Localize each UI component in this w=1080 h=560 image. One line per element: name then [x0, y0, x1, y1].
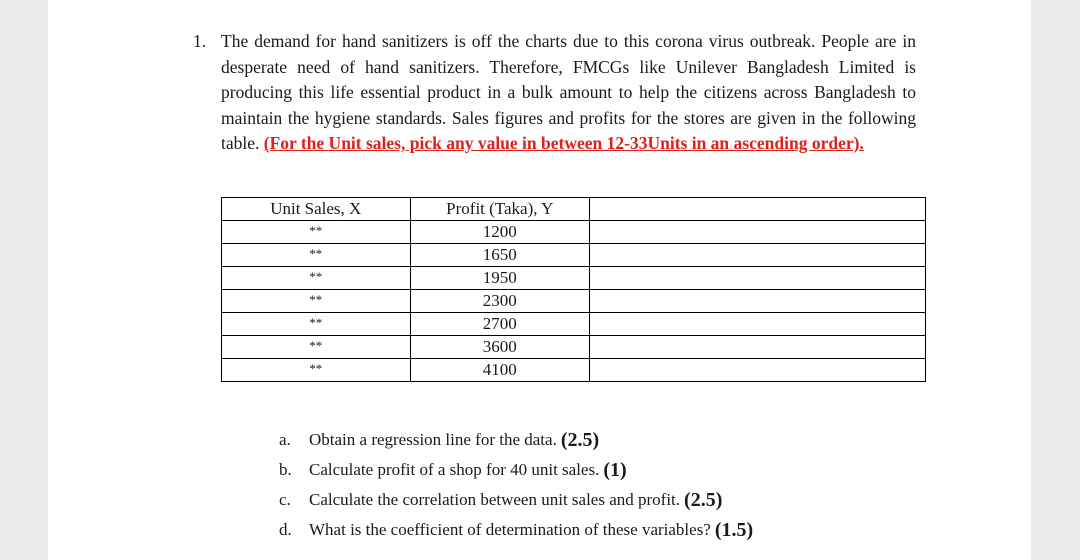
subquestion-d: [279, 515, 753, 545]
table-row: [222, 221, 926, 244]
cell-profit: 2700: [410, 313, 590, 336]
table-row: [222, 290, 926, 313]
cell-profit: 2300: [410, 290, 590, 313]
cell-unit-sales: **: [222, 290, 411, 313]
subquestion-marks: (2.5): [684, 488, 723, 511]
subquestion-b: [279, 455, 753, 485]
subquestion-letter: c.: [279, 490, 291, 509]
cell-blank: [590, 221, 926, 244]
cell-unit-sales: **: [222, 244, 411, 267]
cell-unit-sales: **: [222, 359, 411, 382]
subquestion-text: What is the coefficient of determination of these variables?: [309, 520, 711, 539]
cell-profit: 1650: [410, 244, 590, 267]
cell-blank: [590, 336, 926, 359]
subquestion-text: Obtain a regression line for the data.: [309, 430, 557, 449]
subquestion-text: Calculate the correlation between unit sales and profit.: [309, 490, 681, 509]
table-row: [222, 359, 926, 382]
sales-profit-table: [221, 197, 926, 382]
subquestion-marks: (1.5): [714, 518, 754, 541]
table-row: [222, 267, 926, 290]
subquestion-text: Calculate profit of a shop for 40 unit sales.: [309, 460, 600, 479]
cell-profit: 3600: [410, 336, 590, 359]
table-row: [222, 244, 926, 267]
subquestion-a: [279, 425, 753, 455]
cell-blank: [590, 290, 926, 313]
cell-unit-sales: **: [222, 336, 411, 359]
header-profit: Profit (Taka), Y: [410, 198, 590, 221]
cell-unit-sales: **: [222, 221, 411, 244]
table-header-row: [222, 198, 926, 221]
header-blank: [590, 198, 926, 221]
cell-profit: 4100: [410, 359, 590, 382]
question-text: [221, 29, 916, 157]
cell-blank: [590, 359, 926, 382]
question-number: 1.: [193, 31, 207, 51]
subquestion-c: [279, 485, 753, 515]
subquestion-list: [279, 425, 753, 545]
header-unit-sales: Unit Sales, X: [222, 198, 411, 221]
cell-blank: [590, 313, 926, 336]
cell-blank: [590, 244, 926, 267]
subquestion-marks: (1): [603, 458, 627, 481]
subquestion-marks: (2.5): [560, 428, 600, 451]
question-highlight: (For the Unit sales, pick any value in between 12-33Units in an ascending order).: [263, 133, 864, 153]
cell-unit-sales: **: [222, 313, 411, 336]
question-body: The demand for hand sanitizers is off the charts due to this corona virus outbreak. People are in desperate need of hand sanitizers. Therefore, FMCGs like Unilever Bangladesh Limited is producing this life essential product in a bulk amount to help the citizens across Bangladesh to maintain the hygiene standards. Sales figures and profits for the stores are given in the following table.: [221, 31, 916, 153]
cell-blank: [590, 267, 926, 290]
table-row: [222, 336, 926, 359]
subquestion-letter: a.: [279, 430, 291, 449]
subquestion-letter: b.: [279, 460, 292, 479]
cell-profit: 1200: [410, 221, 590, 244]
subquestion-letter: d.: [279, 520, 292, 539]
cell-profit: 1950: [410, 267, 590, 290]
table-row: [222, 313, 926, 336]
cell-unit-sales: **: [222, 267, 411, 290]
